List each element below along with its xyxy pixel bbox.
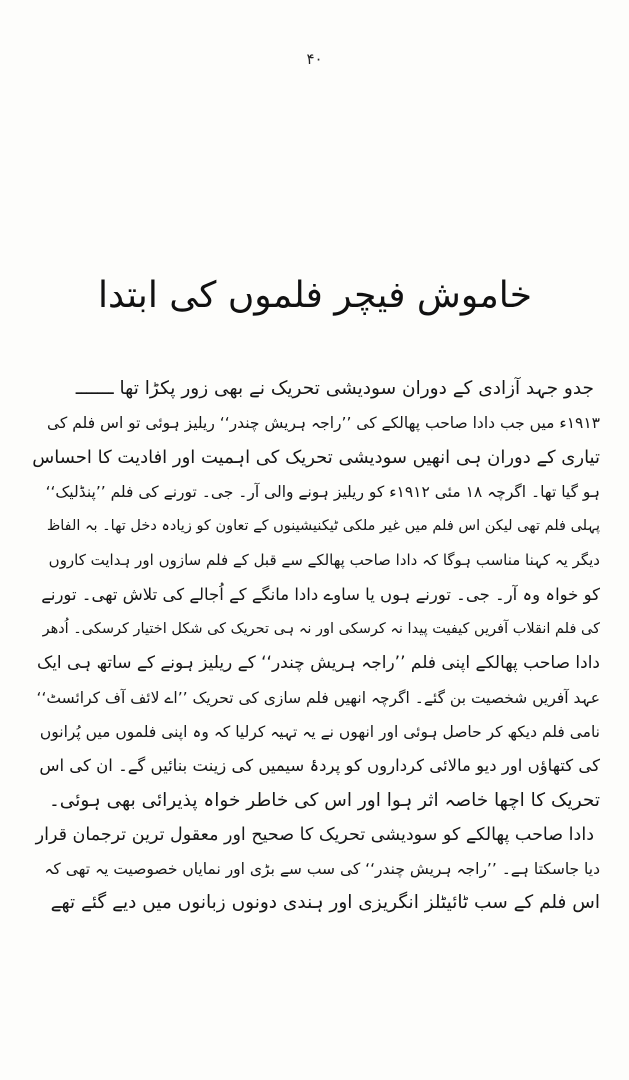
text-line: نامی فلم دیکھ کر حاصل ہوئی اور انھوں نے یہ تہیہ کرلیا کہ وہ اپنی فلموں میں پُرانوں bbox=[39, 722, 600, 741]
text-line: جدو جہد آزادی کے دوران سودیشی تحریک نے بھی زور پکڑا تھا ـــــــ bbox=[75, 378, 594, 399]
text-line: دیا جاسکتا ہے۔ ’’راجہ ہریش چندر‘‘ کی سب سے بڑی اور نمایاں خصوصیت یہ تھی کہ bbox=[44, 860, 600, 879]
text-line: تیاری کے دوران ہی انھیں سودیشی تحریک کی اہمیت اور افادیت کا احساس bbox=[32, 446, 600, 468]
text-line: دادا صاحب پھالکے اپنی فلم ’’راجہ ہریش چندر‘‘ کے ریلیز ہونے کے ساتھ ہی ایک bbox=[36, 653, 600, 674]
text-line: ۱۹۱۳ء میں جب دادا صاحب پھالکے کی ’’راجہ ہریش چندر‘‘ ریلیز ہوئی تو اس فلم کی bbox=[47, 414, 600, 433]
text-line: پہلی فلم تھی لیکن اس فلم میں غیر ملکی ٹیکنیشینوں کے تعاون کو زیادہ دخل تھا۔ بہ الفاظ bbox=[46, 518, 600, 535]
chapter-title: خاموش فیچر فلموں کی ابتدا bbox=[98, 275, 532, 316]
page-number: ۴۰ bbox=[306, 50, 323, 68]
text-line: کو خواہ وہ آر۔ جی۔ تورنے ہوں یا ساوے دادا مانگے کے اُجالے کی تلاش تھی۔ تورنے bbox=[41, 584, 600, 604]
text-line: اس فلم کے سب ٹائیٹلز انگریزی اور ہندی دونوں زبانوں میں دیے گئے تھے bbox=[50, 892, 600, 914]
text-line: کی فلم انقلاب آفریں کیفیت پیدا نہ کرسکی اور نہ ہی تحریک کی شکل اختیار کرسکی۔ اُدھر bbox=[42, 621, 600, 638]
text-line: دادا صاحب پھالکے کو سودیشی تحریک کا صحیح اور معقول ترین ترجمان قرار bbox=[35, 824, 594, 845]
body-text bbox=[32, 372, 600, 921]
text-line: عہد آفریں شخصیت بن گئے۔ اگرچہ انھیں فلم سازی کی تحریک ’’اے لائف آف کرائسٹ‘‘ bbox=[36, 688, 600, 707]
text-line: ہو گیا تھا۔ اگرچہ ۱۸ مئی ۱۹۱۲ء کو ریلیز ہونے والی آر۔ جی۔ تورنے کی فلم ’’پنڈلیک‘‘ bbox=[45, 482, 600, 501]
text-line: دیگر یہ کہنا مناسب ہوگا کہ دادا صاحب پھالکے سے قبل کے فلم سازوں اور ہدایت کاروں bbox=[48, 551, 600, 570]
text-line: کی کتھاؤں اور دیو مالائی کرداروں کو پردۂ سیمیں کی زینت بنائیں گے۔ ان کی اس bbox=[39, 756, 600, 776]
text-line: تحریک کا اچھا خاصہ اثر ہوا اور اس کی خاطر خواہ پذیرائی بھی ہوئی۔ bbox=[48, 789, 600, 811]
